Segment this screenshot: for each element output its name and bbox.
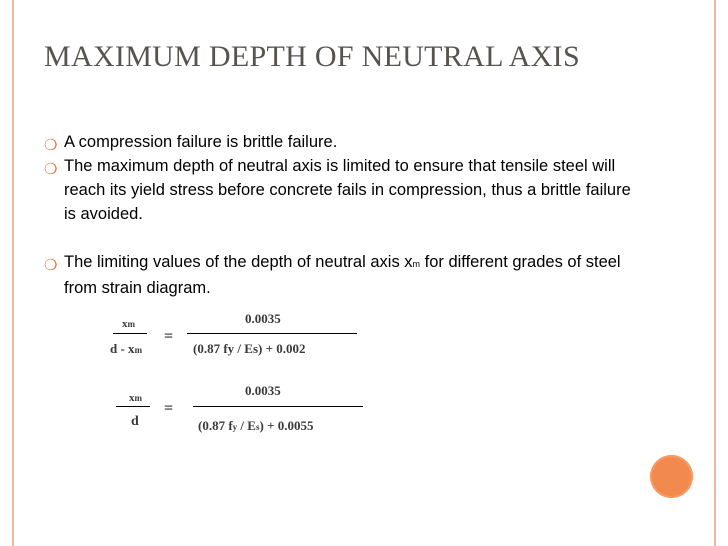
eq1-rhs-numerator: 0.0035 <box>245 311 281 326</box>
eq1-lhs-denominator: d - xm <box>110 341 143 356</box>
eq2-rhs-fraction-bar <box>193 406 363 407</box>
eq1-equals: = <box>164 328 174 345</box>
bullet-text: A compression failure is brittle failure. <box>64 133 338 151</box>
bullet-marker-icon: ❍ <box>44 161 58 178</box>
eq2-lhs-numerator: xm <box>129 392 142 404</box>
bullet-text: for different grades of steel from strain diagram. <box>64 253 621 297</box>
eq1-rhs-denominator: (0.87 fy / Es) + 0.002 <box>193 341 306 356</box>
eq2-lhs-denominator: d <box>131 414 139 429</box>
decorative-circle-icon <box>650 455 693 498</box>
bullet-text: The maximum depth of neutral axis is limited to ensure that tensile steel will reach its yield stress before concrete fails in compression, thus a brittle failure is avoided. <box>64 157 631 223</box>
eq1-lhs-numerator: xm <box>122 318 135 330</box>
eq2-lhs-fraction-bar <box>116 406 150 407</box>
bullet-marker-icon: ❍ <box>44 137 58 154</box>
bullet-marker-icon: ❍ <box>44 257 58 274</box>
bullet-subscript: m <box>412 259 421 269</box>
eq2-rhs-denominator: (0.87 fy / Es) + 0.0055 <box>198 418 314 433</box>
bullet-text-prefix: The limiting values of the depth of neutral axis x <box>64 253 413 271</box>
slide-title: MAXIMUM DEPTH OF NEUTRAL AXIS <box>44 40 580 73</box>
eq2-equals: = <box>164 400 174 417</box>
eq2-rhs-numerator: 0.0035 <box>245 383 281 398</box>
